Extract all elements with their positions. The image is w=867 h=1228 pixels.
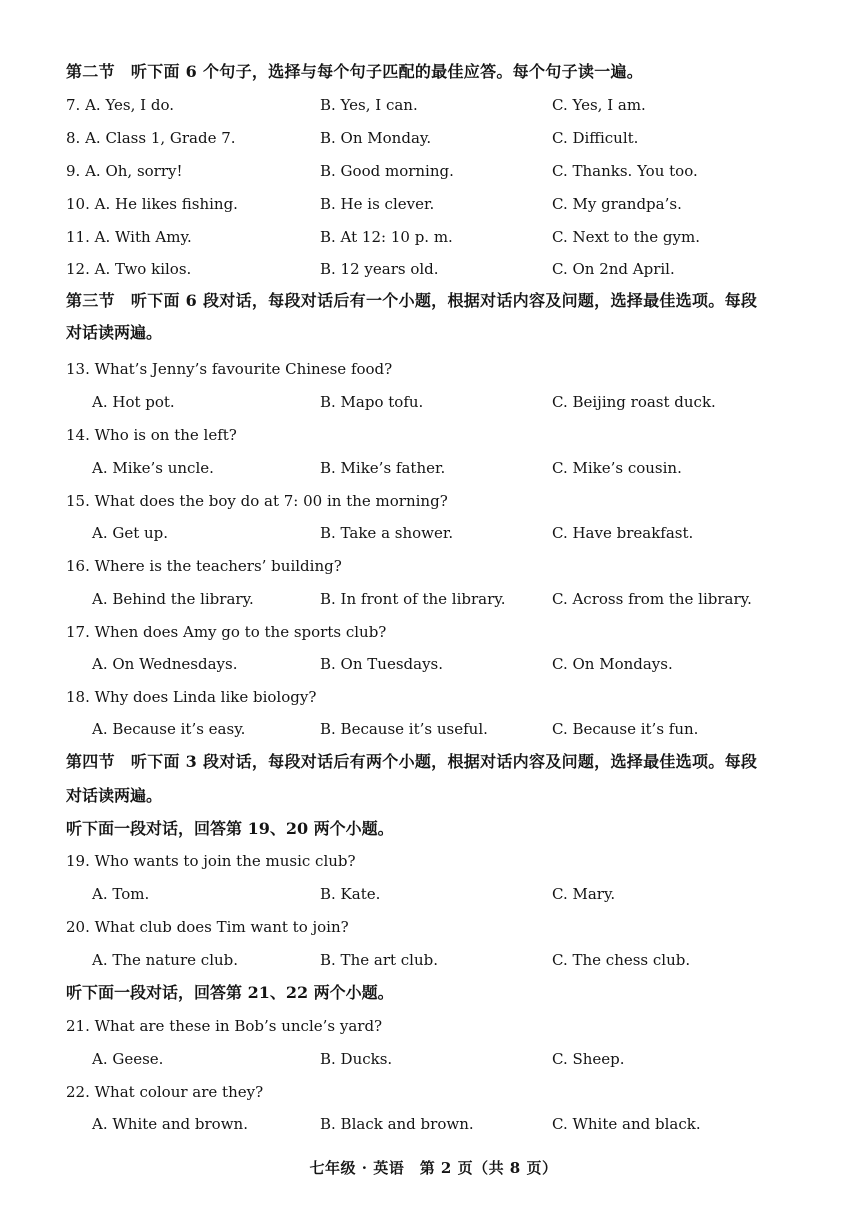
question-17-stem: 17. When does Amy go to the sports club?: [66, 623, 387, 641]
option-c: C. Mary.: [552, 885, 616, 903]
option-c: C. The chess club.: [552, 951, 691, 969]
option-b: B. At 12: 10 p. m.: [320, 228, 453, 246]
section-2-heading: [66, 62, 827, 82]
option-b: B. Mike’s father.: [320, 459, 446, 477]
option-a: A. Get up.: [92, 524, 169, 542]
option-a: A. On Wednesdays.: [92, 655, 238, 673]
option-c: C. Yes, I am.: [552, 96, 646, 114]
question-13-stem: 13. What’s Jenny’s favourite Chinese food?: [66, 360, 393, 378]
option-c: C. Have breakfast.: [552, 524, 694, 542]
option-a: 9. A. Oh, sorry!: [66, 162, 183, 180]
option-a: A. Hot pot.: [92, 393, 175, 411]
option-c: C. Thanks. You too.: [552, 162, 698, 180]
option-b: B. Because it’s useful.: [320, 720, 488, 738]
question-14-stem: 14. Who is on the left?: [66, 426, 237, 444]
page-footer: 七年级 · 英语 第 2 页（共 8 页）: [309, 1159, 558, 1177]
option-c: C. Because it’s fun.: [552, 720, 699, 738]
option-a: A. White and brown.: [92, 1115, 248, 1133]
option-c: C. White and black.: [552, 1115, 701, 1133]
question-22-stem: 22. What colour are they?: [66, 1083, 264, 1101]
section-3-heading: [66, 291, 827, 311]
section-instruction: 听下面 6 段对话，每段对话后有一个小题，根据对话内容及问题，选择最佳选项。每段: [130, 291, 758, 310]
option-b: B. 12 years old.: [320, 260, 439, 278]
option-a: 10. A. He likes fishing.: [66, 195, 238, 213]
option-a: 11. A. With Amy.: [66, 228, 192, 246]
question-16-stem: 16. Where is the teachers’ building?: [66, 557, 342, 575]
question-15-stem: 15. What does the boy do at 7: 00 in the morning?: [66, 492, 448, 510]
option-c: C. Sheep.: [552, 1050, 625, 1068]
option-b: B. Take a shower.: [320, 524, 454, 542]
dialogue-instruction: 听下面一段对话，回答第 19、20 两个小题。: [66, 819, 394, 838]
option-a: A. The nature club.: [92, 951, 239, 969]
option-a: 12. A. Two kilos.: [66, 260, 192, 278]
section-label: 第二节: [66, 62, 115, 81]
option-c: C. My grandpa’s.: [552, 195, 682, 213]
question-19-stem: 19. Who wants to join the music club?: [66, 852, 356, 870]
option-b: B. In front of the library.: [320, 590, 506, 608]
section-instruction: 听下面 6 个句子，选择与每个句子匹配的最佳应答。每个句子读一遍。: [130, 62, 644, 81]
option-b: B. He is clever.: [320, 195, 435, 213]
section-label: 第四节: [66, 752, 115, 771]
option-b: B. On Monday.: [320, 129, 432, 147]
option-b: B. Good morning.: [320, 162, 454, 180]
option-c: C. Difficult.: [552, 129, 639, 147]
option-c: C. On Mondays.: [552, 655, 673, 673]
option-b: B. Kate.: [320, 885, 381, 903]
section-label: 第三节: [66, 291, 115, 310]
option-b: B. On Tuesdays.: [320, 655, 444, 673]
section-instruction: 听下面 3 段对话，每段对话后有两个小题，根据对话内容及问题，选择最佳选项。每段: [130, 752, 758, 771]
option-a: A. Mike’s uncle.: [92, 459, 214, 477]
option-a: 7. A. Yes, I do.: [66, 96, 174, 114]
option-c: C. Across from the library.: [552, 590, 752, 608]
dialogue-instruction: 听下面一段对话，回答第 21、22 两个小题。: [66, 983, 394, 1002]
option-a: 8. A. Class 1, Grade 7.: [66, 129, 236, 147]
section-3-instruction-continued: 对话读两遍。: [66, 323, 163, 342]
option-b: B. Ducks.: [320, 1050, 393, 1068]
option-b: B. Yes, I can.: [320, 96, 418, 114]
option-c: C. Next to the gym.: [552, 228, 700, 246]
option-b: B. Black and brown.: [320, 1115, 474, 1133]
section-4-heading: [66, 752, 827, 772]
question-21-stem: 21. What are these in Bob’s uncle’s yard?: [66, 1017, 383, 1035]
option-a: A. Behind the library.: [92, 590, 254, 608]
option-c: C. Beijing roast duck.: [552, 393, 716, 411]
question-18-stem: 18. Why does Linda like biology?: [66, 688, 317, 706]
option-c: C. Mike’s cousin.: [552, 459, 682, 477]
option-b: B. Mapo tofu.: [320, 393, 424, 411]
option-a: A. Because it’s easy.: [92, 720, 246, 738]
option-b: B. The art club.: [320, 951, 439, 969]
option-a: A. Tom.: [92, 885, 150, 903]
question-20-stem: 20. What club does Tim want to join?: [66, 918, 349, 936]
section-4-instruction-continued: 对话读两遍。: [66, 786, 163, 805]
option-a: A. Geese.: [92, 1050, 164, 1068]
option-c: C. On 2nd April.: [552, 260, 675, 278]
